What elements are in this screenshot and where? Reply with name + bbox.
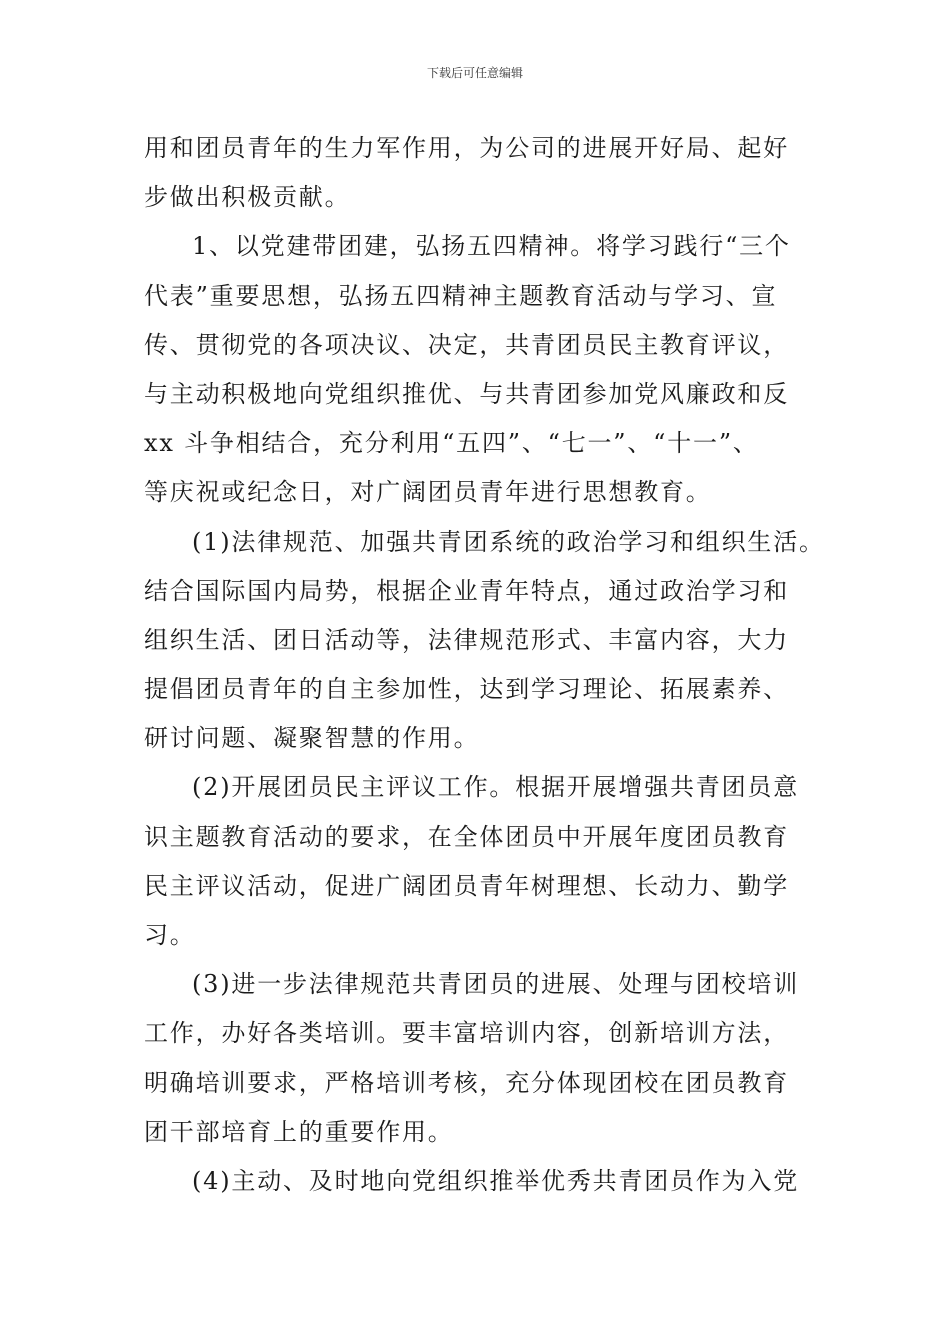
text-line: 研讨问题、凝聚智慧的作用。 — [144, 724, 480, 753]
body-text — [144, 124, 824, 1206]
text-line: 提倡团员青年的自主参加性，达到学习理论、拓展素养、 — [144, 675, 789, 704]
text-line: 组织生活、团日活动等，法律规范形式、丰富内容，大力 — [144, 625, 789, 654]
text-line: 用和团员青年的生力军作用，为公司的进展开好局、起好 — [144, 134, 789, 162]
text-line: xx 斗争相结合，充分利用“五四”、“七一”、“十一”、 — [144, 429, 759, 458]
text-line: 等庆祝或纪念日，对广阔团员青年进行思想教育。 — [144, 478, 712, 507]
paragraph-first-line: (2)开展团员民主评议工作。根据开展增强共青团员意 — [192, 773, 799, 802]
text-line: 民主评议活动，促进广阔团员青年树理想、长动力、勤学 — [144, 871, 789, 900]
paragraph-first-line: 1、以党建带团建，弘扬五四精神。将学习践行“三个 — [192, 232, 791, 261]
text-line: 团干部培育上的重要作用。 — [144, 1117, 454, 1146]
text-line: 习。 — [144, 921, 196, 949]
paragraph-first-line: (1)法律规范、加强共青团系统的政治学习和组织生活。 — [192, 527, 825, 556]
paragraph-first-line: (3)进一步法律规范共青团员的进展、处理与团校培训 — [192, 970, 799, 999]
text-line: 明确培训要求，严格培训考核，充分体现团校在团员教育 — [144, 1068, 789, 1097]
paragraph-first-line: (4)主动、及时地向党组织推举优秀共青团员作为入党 — [192, 1166, 799, 1195]
text-line: 代表”重要思想，弘扬五四精神主题教育活动与学习、宣 — [144, 281, 778, 310]
text-line: 与主动积极地向党组织推优、与共青团参加党风廉政和反 — [144, 379, 789, 408]
text-line: 传、贯彻党的各项决议、决定，共青团员民主教育评议， — [144, 330, 789, 359]
page-header-note: 下载后可任意编辑 — [426, 66, 523, 80]
text-line: 步做出积极贡献。 — [144, 183, 351, 212]
text-line: 识主题教育活动的要求，在全体团员中开展年度团员教育 — [144, 822, 789, 851]
text-line: 工作，办好各类培训。要丰富培训内容，创新培训方法， — [144, 1019, 789, 1048]
text-line: 结合国际国内局势，根据企业青年特点，通过政治学习和 — [144, 576, 789, 605]
